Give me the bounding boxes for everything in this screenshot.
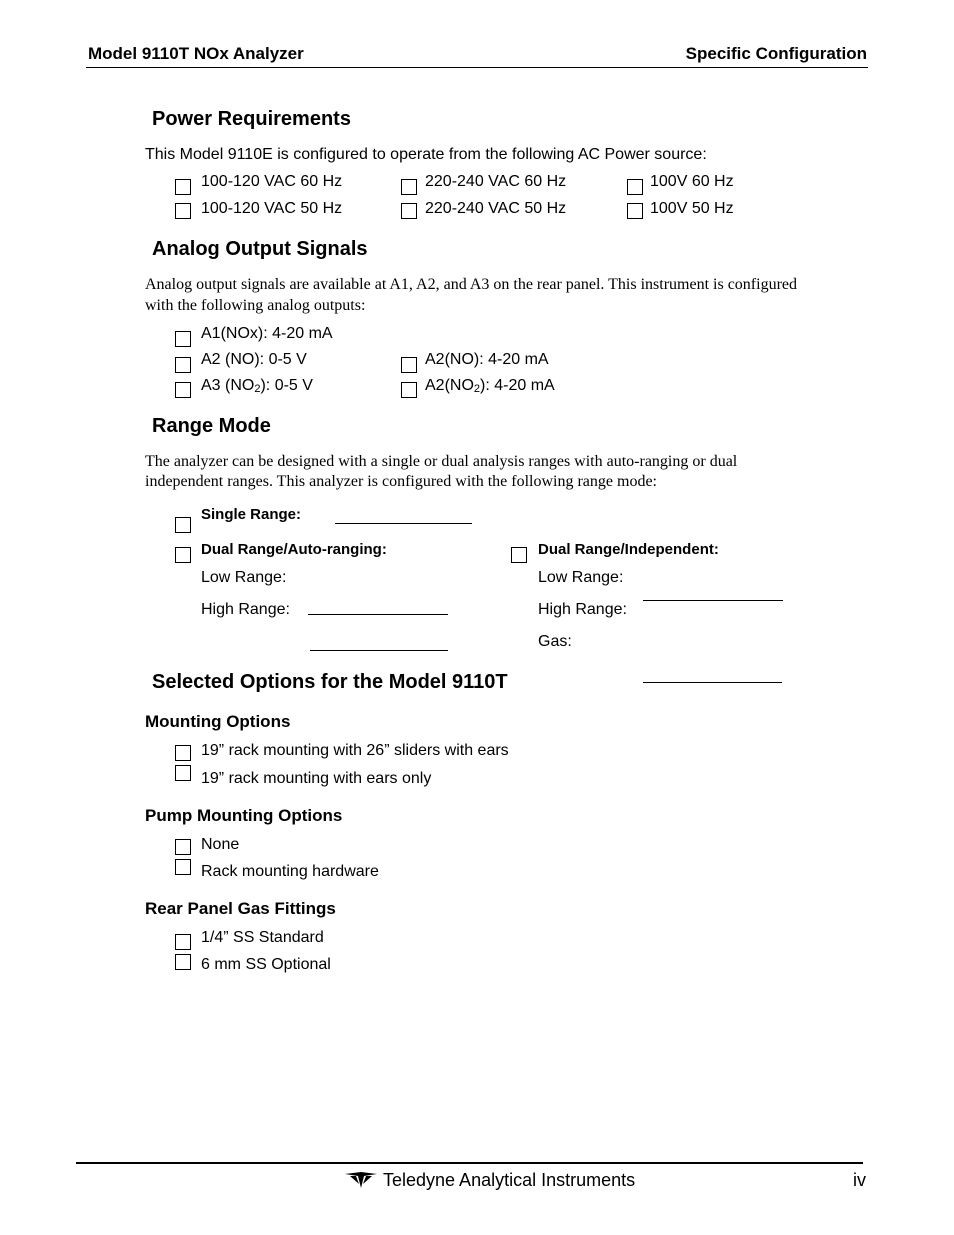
pump-option-label: Rack mounting hardware: [201, 863, 379, 880]
power-option-label: 220-240 VAC 60 Hz: [425, 173, 567, 190]
range-intro-line2: independent ranges. This analyzer is configured with the following range mode:: [145, 473, 657, 490]
pump-title: Pump Mounting Options: [145, 806, 343, 825]
analog-checkbox-a3-no2[interactable]: [175, 382, 191, 398]
header-title: Model 9110T NOx Analyzer: [88, 44, 304, 63]
range-dual-auto-label: Dual Range/Auto-ranging:: [201, 541, 387, 558]
range-low-right-label: Low Range:: [538, 569, 624, 586]
power-intro: This Model 9110E is configured to operate from the following AC Power source:: [145, 146, 707, 163]
analog-option-a3: A3 $(NO_2)$: 0-5 V: [201, 377, 313, 395]
power-checkbox-100-120-50[interactable]: [175, 203, 191, 219]
power-option-label: 100V 50 Hz: [650, 200, 734, 217]
analog-option-label: A2 (NO): 0-5 V: [201, 351, 307, 368]
fittings-checkbox-6mm[interactable]: [175, 954, 191, 970]
pump-checkbox-none[interactable]: [175, 839, 191, 855]
analog-checkbox-a2-no2[interactable]: [401, 382, 417, 398]
options-title: Selected Options for the Model 9110T: [152, 671, 508, 693]
power-option-label: 220-240 VAC 50 Hz: [425, 200, 567, 217]
range-single-label: Single Range:: [201, 506, 302, 523]
power-checkbox-100-120-60[interactable]: [175, 179, 191, 195]
analog-option-label: A1(NOx): 4-20 mA: [201, 325, 333, 342]
range-checkbox-single[interactable]: [175, 517, 191, 533]
analog-intro-line1: Analog output signals are available at A1, A2, and A3 on the rear panel. This instrument is configured: [145, 276, 797, 293]
range-intro-line1: The analyzer can be designed with a single or dual analysis ranges with auto-ranging or dual: [145, 453, 738, 470]
range-high-left-blank[interactable]: [310, 650, 448, 651]
range-high-left-label: High Range:: [201, 601, 290, 618]
range-dual-indep-label: Dual Range/Independent:: [538, 541, 719, 558]
range-low-left-blank[interactable]: [308, 614, 448, 615]
teledyne-logo-icon: [344, 1171, 378, 1189]
analog-checkbox-a2-volt[interactable]: [175, 357, 191, 373]
power-option-label: 100V 60 Hz: [650, 173, 734, 190]
analog-checkbox-a1[interactable]: [175, 331, 191, 347]
power-checkbox-100v-50[interactable]: [627, 203, 643, 219]
power-checkbox-220-240-60[interactable]: [401, 179, 417, 195]
fittings-title: Rear Panel Gas Fittings: [145, 899, 336, 918]
header-rule: [86, 67, 868, 68]
range-gas-label: Gas:: [538, 633, 572, 650]
pump-option-label: None: [201, 836, 240, 853]
power-checkbox-100v-60[interactable]: [627, 179, 643, 195]
analog-option-a2-no2: $A2(NO_2)$: 4-20 mA: [425, 377, 555, 395]
header-section: Specific Configuration: [685, 44, 867, 63]
footer-company: Teledyne Analytical Instruments: [383, 1170, 636, 1190]
power-option-label: 100-120 VAC 60 Hz: [201, 173, 343, 190]
range-high-right-label: High Range:: [538, 601, 627, 618]
fittings-option-label: 1/4” SS Standard: [201, 929, 324, 946]
analog-checkbox-a2-ma[interactable]: [401, 357, 417, 373]
power-checkbox-220-240-50[interactable]: [401, 203, 417, 219]
mounting-title: Mounting Options: [145, 712, 291, 731]
power-option-label: 100-120 VAC 50 Hz: [201, 200, 343, 217]
pump-checkbox-rack[interactable]: [175, 859, 191, 875]
range-checkbox-dual-auto[interactable]: [175, 547, 191, 563]
range-title: Range Mode: [152, 415, 271, 437]
range-single-blank[interactable]: [335, 523, 472, 524]
range-checkbox-dual-indep[interactable]: [511, 547, 527, 563]
range-gas-blank[interactable]: [643, 682, 782, 683]
range-low-right-blank[interactable]: [643, 600, 783, 601]
analog-title: Analog Output Signals: [152, 238, 368, 260]
mounting-checkbox-sliders[interactable]: [175, 745, 191, 761]
range-low-left-label: Low Range:: [201, 569, 287, 586]
mounting-checkbox-ears[interactable]: [175, 765, 191, 781]
fittings-option-label: 6 mm SS Optional: [201, 956, 331, 973]
page-number: iv: [853, 1170, 866, 1190]
analog-intro-line2: with the following analog outputs:: [145, 297, 366, 314]
analog-option-label: A2(NO): 4-20 mA: [425, 351, 549, 368]
footer-rule: [76, 1162, 863, 1164]
fittings-checkbox-quarter[interactable]: [175, 934, 191, 950]
mounting-option-label: 19” rack mounting with ears only: [201, 770, 432, 787]
power-title: Power Requirements: [152, 108, 351, 130]
mounting-option-label: 19” rack mounting with 26” sliders with ears: [201, 742, 509, 759]
